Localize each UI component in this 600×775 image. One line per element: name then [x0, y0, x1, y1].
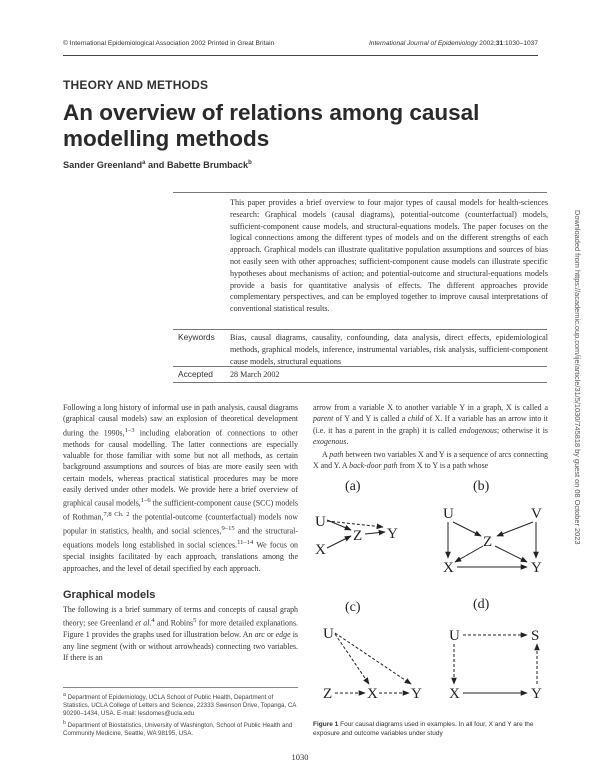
accepted-rule	[173, 366, 547, 367]
header-citation: International Journal of Epidemiology 2002;31:1030–1037	[368, 40, 538, 47]
figure-1-caption: Figure 1 Four causal diagrams used in examples. In all four, X and Y are the exposure and outcome variables under study	[313, 721, 534, 737]
node-b-u: U	[443, 506, 454, 522]
right-paragraph-2: A path between two variables X and Y is a sequence of arcs connecting X and Y. A back-door path from X to Y is a path whose	[313, 450, 548, 471]
keywords-text: Bias, causal diagrams, causality, confounding, data analysis, direct effects, epidemiological methods, graphical models, inference, instrumental variables, risk analysis, sufficient-component cause models, structural equations	[230, 333, 548, 366]
abstract-top-rule	[173, 192, 547, 193]
node-d-x: X	[449, 686, 460, 702]
accepted-date: 28 March 2002	[230, 370, 280, 379]
panel-b-label: (b)	[473, 479, 490, 494]
footnote-a: $^a$ Department of Epidemiology, UCLA School of Public Health, Department of Statistics, UCLA College of Letters and Science, 22333 Swenson Drive, Topanga, CA 90290–1434, USA. E-mail: lesdomes@ucla.edu	[63, 692, 297, 718]
edge-b-v-z	[497, 522, 533, 536]
node-b-y: Y	[531, 560, 542, 576]
node-c-u: U	[323, 626, 334, 642]
node-a-z: Z	[353, 528, 363, 544]
node-b-v: V	[531, 506, 542, 522]
graphical-models-heading: Graphical models	[63, 589, 156, 601]
page-number: 1030	[291, 752, 309, 762]
abstract-bottom-rule	[173, 382, 547, 383]
intro-paragraph: Following a long history of informal use in path analysis, causal diagrams (graphical causal models) saw an explosion of theoretical development during the 1990s,$^{1-3}$ including elaboration of connections to other methods for causal modelling. The latter connections are especially valuable for those familiar with some but not all methods, as certain background assumptions and sources of bias are more easily seen with certain models, whereas practical statistical procedures may be more easily derived under other models. We provide here a brief overview of graphical causal models,$^{1-6}$ the sufficient-component cause (SCC) models of Rothman,$^{7,8 Ch. 2}$ the potential-outcome (counterfactual) models now popular in statistics, health, and social sciences,$^{9-15}$ and the structural-equations models long established in social sciences.$^{11-14}$ We focus on special insights facilitated by each approach, translations among the approaches, and the level of detail specified by each approach.	[63, 403, 299, 573]
panel-a-label: (a)	[345, 479, 361, 494]
author-list: Sander Greenland$^a$ and Babette Brumback$^b$	[63, 160, 252, 171]
header-copyright: © International Epidemiological Association 2002 Printed in Great Britain	[63, 40, 275, 47]
panel-d-label: (d)	[473, 597, 490, 612]
node-c-z: Z	[323, 686, 333, 702]
node-c-y: Y	[411, 686, 422, 702]
node-b-z: Z	[483, 534, 493, 550]
node-a-x: X	[315, 542, 326, 558]
edge-a-x-z	[327, 536, 351, 548]
footnote-b: $^b$ Department of Biostatistics, University of Washington, School of Public Health and Community Medicine, Seattle, WA 98195, USA.	[63, 720, 293, 738]
edge-c-u-x	[335, 634, 369, 684]
figure-1-diagrams	[305, 468, 555, 720]
node-b-x: X	[443, 560, 454, 576]
section-label: THEORY AND METHODS	[63, 78, 209, 92]
edge-a-z-y	[365, 532, 385, 534]
keywords-label: Keywords	[178, 332, 215, 342]
edge-b-z-y	[495, 546, 527, 562]
node-d-y: Y	[531, 686, 542, 702]
keywords-rule	[173, 329, 547, 330]
footnote-rule	[63, 687, 298, 688]
edge-c-u-y	[335, 633, 411, 684]
node-d-u: U	[449, 628, 460, 644]
node-d-s: S	[531, 628, 540, 644]
graphical-paragraph: The following is a brief summary of terms and concepts of causal graph theory; see Greenland et al.$^4$ and Robins$^5$ for more detailed explanations. Figure 1 provides the graphs used for illustration below. An arc or edge is any line segment (with or without arrowheads) connecting two variables. If there is an	[63, 605, 298, 662]
node-a-u: U	[315, 514, 326, 530]
edge-b-z-x	[455, 546, 483, 562]
accepted-label: Accepted	[178, 369, 213, 379]
download-watermark: Downloaded from https://academic.oup.com/ije/article/31/5/1030/745818 by guest on 08 October 2023	[573, 210, 582, 545]
right-paragraph-1: arrow from a variable X to another variable Y in a graph, X is called a parent of Y and Y is called a child of X. If a variable has an arrow into it (i.e. it has a parent in the graph) it is called endogenous; otherwise it is exogenous.	[313, 403, 548, 447]
panel-c-label: (c)	[345, 600, 361, 615]
edge-b-u-z	[453, 522, 481, 536]
edge-a-u-z	[327, 520, 351, 530]
abstract-text: This paper provides a brief overview to four major types of causal models for health-sciences research: Graphical models (causal diagrams), potential-outcome (counterfactual) models, sufficient-component cause models, and structural-equations models. The paper focuses on the logical connections among the different types of models and on the different strengths of each approach. Graphical models can illustrate qualitative population assumptions and sources of bias not easily seen with other approaches; sufficient-component cause models can illustrate specific hypotheses about mechanisms of action; and potential-outcome and structural-equations models provide a basis for quantitative analysis of effects. The different approaches provide complementary perspectives, and can be employed together to improve causal interpretations of conventional statistical results.	[230, 198, 548, 314]
node-c-x: X	[367, 686, 378, 702]
node-a-y: Y	[387, 526, 398, 542]
paper-title: An overview of relations among causal modelling methods	[63, 100, 480, 151]
header-rule	[63, 55, 538, 56]
